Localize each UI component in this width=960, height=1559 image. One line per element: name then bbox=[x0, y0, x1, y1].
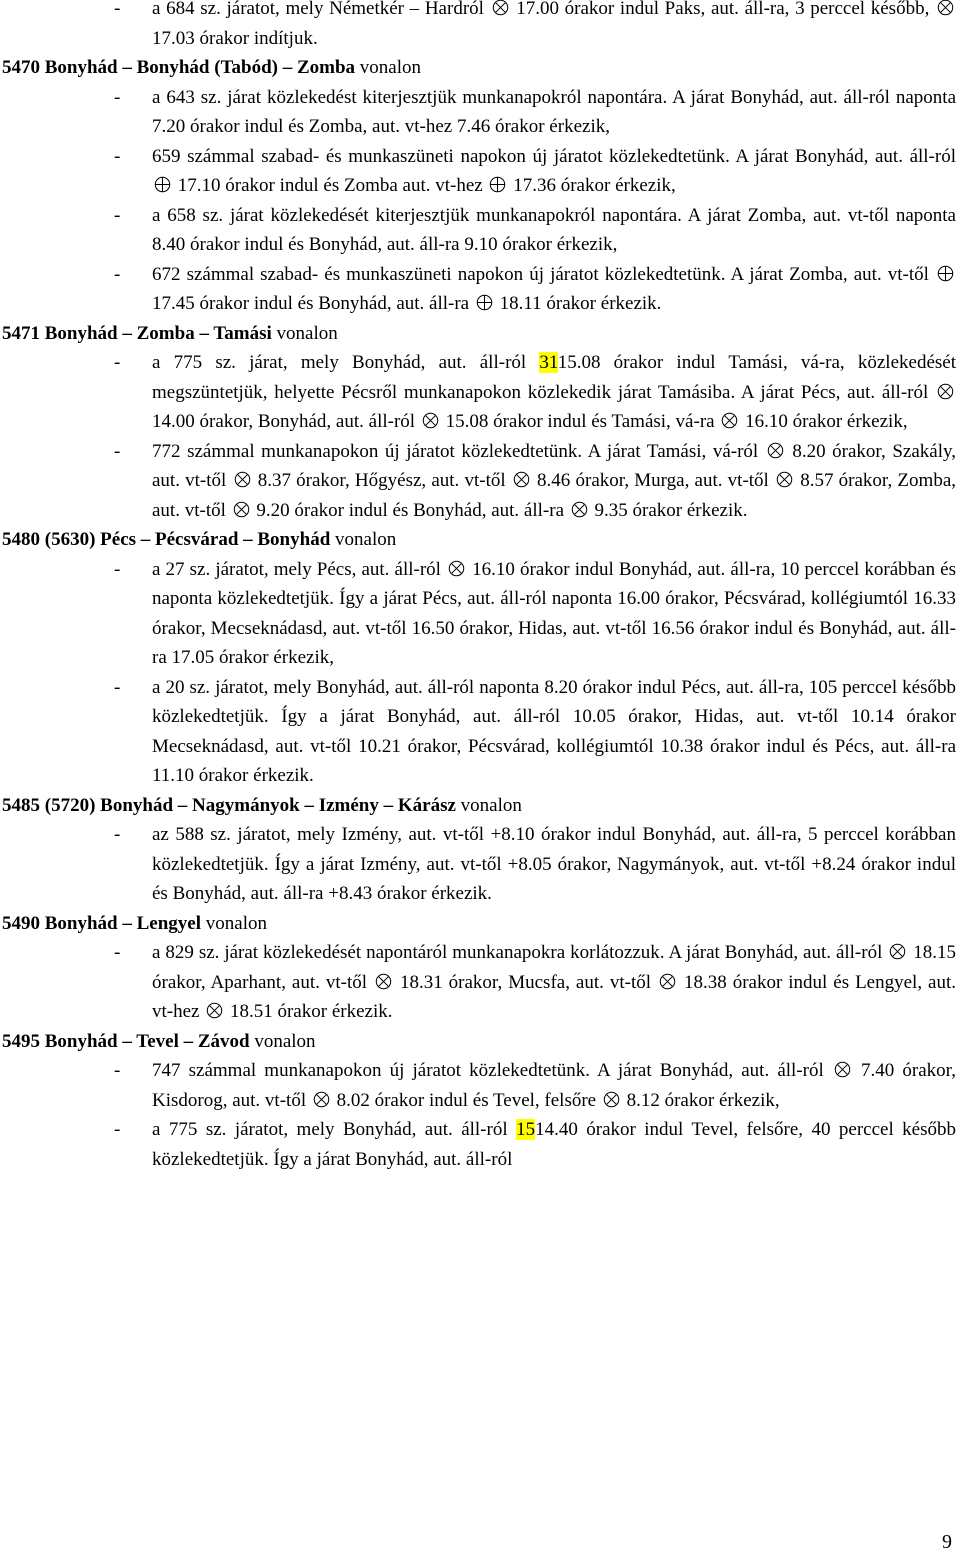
text-run: 772 számmal munkanapokon új járatot közlekedtetünk. A járat Tamási, vá-ról bbox=[152, 440, 765, 462]
list-item bbox=[2, 555, 958, 673]
section-title bbox=[2, 791, 958, 821]
workday-x-in-circle-icon bbox=[233, 501, 250, 518]
text-run: 8.20 órakor, Szakály, aut. vt-től bbox=[152, 440, 956, 491]
list-item bbox=[2, 1056, 958, 1115]
text-run: vonalon bbox=[271, 322, 338, 344]
workday-x-in-circle-icon bbox=[721, 412, 738, 429]
bullet-dash: - bbox=[114, 1060, 121, 1081]
text-run: 18.15 órakor, Aparhant, aut. vt-től bbox=[152, 942, 957, 993]
bullet-dash: - bbox=[114, 1119, 121, 1140]
route-section bbox=[2, 909, 958, 1027]
text-run: a 775 sz. járatot, mely Bonyhád, aut. áll-ról bbox=[152, 1119, 517, 1140]
list-item bbox=[2, 820, 958, 909]
route-name: 5470 Bonyhád – Bonyhád (Tabód) – Zomba bbox=[2, 57, 356, 78]
section-title bbox=[2, 319, 958, 349]
workday-x-in-circle-icon bbox=[375, 973, 392, 990]
text-run: 672 számmal szabad- és munkaszüneti napokon új járatot közlekedtetünk. A járat Zomba, aut. vt-től bbox=[152, 263, 935, 285]
workday-x-in-circle-icon bbox=[206, 1002, 223, 1019]
section-title bbox=[2, 909, 958, 939]
text-run: 8.57 órakor, Zomba, aut. vt-től bbox=[152, 470, 956, 521]
list-item bbox=[2, 0, 958, 53]
route-section bbox=[2, 53, 958, 319]
route-section bbox=[2, 319, 958, 526]
section-title bbox=[2, 53, 958, 83]
bullet-dash: - bbox=[114, 440, 121, 462]
text-run: 747 számmal munkanapokon új járatot közlekedtetünk. A járat Bonyhád, aut. áll-ról bbox=[152, 1060, 832, 1081]
text-run: 8.46 órakor, Murga, aut. vt-től bbox=[531, 470, 775, 491]
highlighted-text: 31 bbox=[539, 352, 558, 373]
text-run: vonalon bbox=[355, 57, 421, 78]
bullet-dash: - bbox=[114, 86, 121, 108]
text-run: vonalon bbox=[249, 1030, 316, 1052]
text-run: a 684 sz. járatot, mely Németkér – Hardról bbox=[152, 0, 490, 19]
text-run: 14.00 órakor, Bonyhád, aut. áll-ról bbox=[152, 411, 420, 432]
route-name: 5490 Bonyhád – Lengyel bbox=[2, 912, 202, 934]
text-run: 18.31 órakor, Mucsfa, aut. vt-től bbox=[393, 971, 657, 993]
workday-x-in-circle-icon bbox=[937, 0, 954, 16]
holiday-plus-in-circle-icon bbox=[937, 265, 954, 282]
route-section bbox=[2, 1027, 958, 1175]
list-item bbox=[2, 938, 958, 1027]
text-run: 9.20 órakor indul és Bonyhád, aut. áll-ra bbox=[251, 499, 569, 521]
text-run: 15.08 órakor indul és Tamási, vá-ra bbox=[440, 411, 720, 432]
list-item bbox=[2, 673, 958, 791]
bullet-dash: - bbox=[114, 204, 121, 226]
holiday-plus-in-circle-icon bbox=[476, 294, 493, 311]
text-run: 14.40 órakor indul Tevel, felsőre, 40 perccel később közlekedtetjük. Így a járat Bonyhád, aut. áll-ról bbox=[152, 1119, 956, 1170]
list-item bbox=[2, 201, 958, 260]
route-name: 5471 Bonyhád – Zomba – Tamási bbox=[2, 322, 272, 344]
page-number: 9 bbox=[942, 1531, 952, 1553]
bullet-dash: - bbox=[114, 558, 121, 580]
workday-x-in-circle-icon bbox=[603, 1091, 620, 1108]
bullet-dash: - bbox=[114, 263, 121, 285]
workday-x-in-circle-icon bbox=[659, 973, 676, 990]
text-run: a 775 sz. járat, mely Bonyhád, aut. áll-ról bbox=[152, 352, 540, 373]
workday-x-in-circle-icon bbox=[834, 1061, 851, 1078]
text-run: 17.03 órakor indítjuk. bbox=[152, 27, 318, 49]
bullet-dash: - bbox=[114, 824, 121, 845]
list-item bbox=[2, 83, 958, 142]
text-run: a 27 sz. járatot, mely Pécs, aut. áll-ról bbox=[152, 558, 447, 580]
list-item bbox=[2, 260, 958, 319]
text-run: 7.40 órakor, Kisdorog, aut. vt-től bbox=[152, 1060, 957, 1111]
text-run: 16.10 órakor érkezik, bbox=[740, 411, 908, 432]
bullet-dash: - bbox=[114, 145, 121, 167]
list-item bbox=[2, 1115, 958, 1174]
bullet-dash: - bbox=[114, 352, 121, 373]
text-run: a 658 sz. járat közlekedését kiterjesztjük munkanapokról napontára. A járat Zomba, aut. vt-től naponta 8.40 órakor indul és Bonyhád, aut. áll-ra 9.10 órakor érkezik, bbox=[152, 204, 956, 255]
workday-x-in-circle-icon bbox=[767, 442, 784, 459]
bullet-dash: - bbox=[114, 0, 121, 19]
route-name: 5495 Bonyhád – Tevel – Závod bbox=[2, 1030, 250, 1052]
section-title bbox=[2, 525, 958, 555]
text-run: vonalon bbox=[201, 912, 267, 934]
text-run: 659 számmal szabad- és munkaszüneti napokon új járatot közlekedtetünk. A járat Bonyhád, aut. áll-ról bbox=[152, 145, 956, 167]
text-run: vonalon bbox=[330, 529, 397, 550]
document-body bbox=[2, 0, 958, 1174]
workday-x-in-circle-icon bbox=[776, 471, 793, 488]
workday-x-in-circle-icon bbox=[448, 560, 465, 577]
highlighted-text: 15 bbox=[516, 1119, 536, 1140]
workday-x-in-circle-icon bbox=[513, 471, 530, 488]
list-item bbox=[2, 142, 958, 201]
text-run: 18.11 órakor érkezik. bbox=[494, 293, 662, 314]
workday-x-in-circle-icon bbox=[422, 412, 439, 429]
workday-x-in-circle-icon bbox=[571, 501, 588, 518]
workday-x-in-circle-icon bbox=[937, 383, 954, 400]
bullet-dash: - bbox=[114, 942, 121, 963]
route-section bbox=[2, 525, 958, 791]
route-section bbox=[2, 0, 958, 53]
holiday-plus-in-circle-icon bbox=[489, 176, 506, 193]
list-item bbox=[2, 348, 958, 437]
text-run: 15.08 órakor indul Tamási, vá-ra, közlekedését megszüntetjük, helyette Pécsről munkanapokon közlekedik járat Tamásiba. A járat Pécs, aut. áll-ról bbox=[152, 352, 956, 403]
text-run: 17.10 órakor indul és Zomba aut. vt-hez bbox=[173, 175, 488, 196]
text-run: a 643 sz. járat közlekedést kiterjesztjük munkanapokról napontára. A járat Bonyhád, aut. áll-ról naponta 7.20 órakor indul és Zomba, aut. vt-hez 7.46 órakor érkezik, bbox=[152, 86, 956, 137]
workday-x-in-circle-icon bbox=[313, 1091, 330, 1108]
workday-x-in-circle-icon bbox=[234, 471, 251, 488]
text-run: 17.45 órakor indul és Bonyhád, aut. áll-ra bbox=[152, 293, 474, 314]
text-run: a 20 sz. járatot, mely Bonyhád, aut. áll-ról naponta 8.20 órakor indul Pécs, aut. áll-ra, 105 perccel később közlekedtetjük. Így a járat Bonyhád, aut. áll-ról 10.05 órakor, Hidas, aut. vt-től 10.14 órakor Mecseknádasd, aut. vt-től 10.21 órakor, Pécsvárad, kollégiumtól 10.38 órakor indul és Pécs, aut. áll-ra 11.10 órakor érkezik. bbox=[152, 676, 956, 786]
route-name: 5480 (5630) Pécs – Pécsvárad – Bonyhád bbox=[2, 529, 331, 550]
section-title bbox=[2, 1027, 958, 1057]
text-run: 8.02 órakor indul és Tevel, felsőre bbox=[331, 1089, 601, 1111]
bullet-dash: - bbox=[114, 676, 121, 698]
holiday-plus-in-circle-icon bbox=[154, 176, 171, 193]
text-run: az 588 sz. járatot, mely Izmény, aut. vt-től +8.10 órakor indul Bonyhád, aut. áll-ra, 5 perccel korábban közlekedtetjük. Így a járat Izmény, aut. vt-től +8.05 órakor, Nagymányok, aut. vt-től +8.24 órakor indul és Bonyhád, aut. áll-ra +8.43 órakor érkezik. bbox=[152, 824, 956, 904]
text-run: 9.35 órakor érkezik. bbox=[589, 499, 748, 521]
workday-x-in-circle-icon bbox=[889, 943, 906, 960]
text-run: 18.38 órakor indul és Lengyel, aut. vt-hez bbox=[152, 971, 957, 1022]
workday-x-in-circle-icon bbox=[492, 0, 509, 16]
route-name: 5485 (5720) Bonyhád – Nagymányok – Izmény – Kárász bbox=[2, 794, 456, 816]
text-run: vonalon bbox=[455, 794, 522, 816]
text-run: 16.10 órakor indul Bonyhád, aut. áll-ra, 10 perccel korábban és naponta közlekedtetjük. Így a járat Pécs, aut. áll-ról naponta 16.00 órakor, Pécsvárad, kollégiumtól 16.33 órakor, Mecseknádasd, aut. vt-től 16.50 órakor, Hidas, aut. vt-től 16.56 órakor indul és Bonyhád, aut. áll-ra 17.05 órakor érkezik, bbox=[152, 558, 957, 668]
text-run: 18.51 órakor érkezik. bbox=[225, 1001, 393, 1022]
list-item bbox=[2, 437, 958, 526]
text-run: 8.37 órakor, Hőgyész, aut. vt-től bbox=[252, 470, 511, 491]
text-run: a 829 sz. járat közlekedését napontáról munkanapokra korlátozzuk. A járat Bonyhád, aut. áll-ról bbox=[152, 942, 888, 963]
text-run: 8.12 órakor érkezik, bbox=[621, 1089, 780, 1111]
text-run: 17.36 órakor érkezik, bbox=[508, 175, 676, 196]
route-section bbox=[2, 791, 958, 909]
text-run: 17.00 órakor indul Paks, aut. áll-ra, 3 perccel később, bbox=[510, 0, 935, 19]
